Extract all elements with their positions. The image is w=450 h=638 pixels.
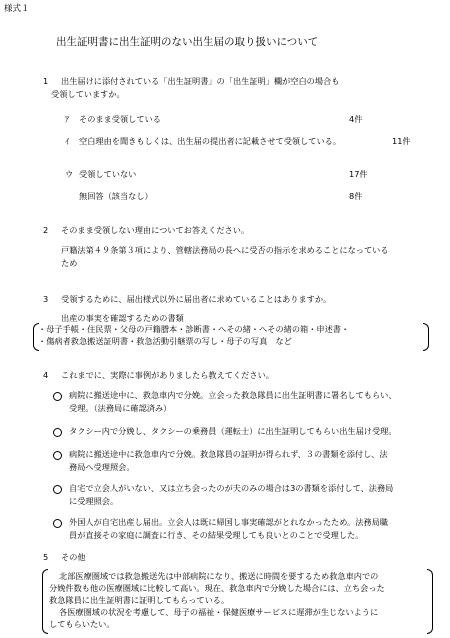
q1-option-b-mark: ｲ	[65, 136, 70, 146]
q2-answer-line1: 戸籍法第４９条第３項により、管轄法務局の長へに受否の指示を求めることになっている	[61, 245, 389, 255]
case-5-line2: 員が直接その家庭に調査に行き、その結果受理しても良いとのことで受理した。	[69, 530, 364, 540]
q2-answer-line2: ため	[61, 258, 78, 268]
case-4-line1: 自宅で立会人がいない、又は立ち会ったのが夫のみの場合は3の書類を添付して、法務局	[69, 483, 394, 493]
page-title: 出生証明書に出生証明のない出生届の取り扱いについて	[56, 36, 319, 48]
form-label: 様式１	[4, 4, 30, 14]
q3-answer-line2: ・母子手帳・住民票・父母の戸籍謄本・診断書・へその緒・へその緒の箱・申述書・	[38, 324, 350, 334]
case-3-line1: 病院に搬送途中に救急車内で分娩。救急隊員の証明が得られず、３の書類を添付し、法	[69, 449, 388, 459]
q2-number: 2	[43, 225, 49, 235]
q1-option-a-count: 4件	[349, 114, 363, 124]
q5-bracket-left	[42, 569, 48, 634]
case-4-bullet	[53, 485, 62, 494]
q5-line4: 各医療圏域の状況を考慮して、母子の福祉・保健医療サービスに遅滞が生じないように	[59, 607, 379, 617]
q3-answer-line1: 出産の事実を確認するための書類	[61, 313, 184, 323]
q5-line3: 救急隊員に出生証明書に証明してもらっている。	[49, 595, 230, 605]
q4-question: これまでに、実際に事例がありましたら教えてください。	[61, 370, 274, 380]
case-3-line2: 務局へ受理照会。	[69, 462, 135, 472]
case-5-bullet	[53, 519, 62, 528]
q3-answer-line3: ・傷病者救急搬送証明書・救急活動引継票の写し・母子の写真 など	[38, 336, 292, 346]
q1-option-d-count: 8件	[349, 191, 363, 201]
case-4-line2: に受理照会。	[69, 496, 119, 506]
case-3-bullet	[53, 451, 62, 460]
q1-option-a-mark: ｱ	[65, 114, 70, 124]
q5-number: 5	[43, 552, 49, 562]
q1-option-c-count: 17件	[349, 169, 368, 179]
q1-option-b-text: 空白理由を聞きもしくは、出生届の提出者に記載させて受領している。	[79, 136, 342, 146]
q1-option-a-text: そのまま受領している	[79, 114, 161, 124]
case-1-bullet	[53, 392, 62, 401]
case-2-line1: タクシー内で分娩し、タクシーの乗務員（運転士）に出生証明してもらい出生届け受理。	[69, 426, 397, 436]
q3-question: 受領するために、届出様式以外に届出者に求めていることはありますか。	[61, 294, 332, 304]
q3-number: 3	[43, 294, 49, 304]
q5-line5: してもらいたい。	[49, 619, 115, 629]
q2-question: そのまま受領しない理由についてお答えください。	[61, 225, 250, 235]
q1-number: 1	[43, 76, 49, 86]
q1-question-line1: 出生届けに添付されている「出生証明書」の「出生証明」欄が空白の場合も	[61, 76, 340, 86]
case-5-line1: 外国人が自宅出産し届出。立会人は既に帰国し事実確認がとれなかったため。法務局職	[69, 517, 388, 527]
q1-option-c-text: 受領していない	[79, 169, 137, 179]
q4-number: 4	[43, 370, 49, 380]
q5-heading: その他	[61, 552, 86, 562]
case-1-line2: 受理。（法務局に確認済み）	[69, 403, 172, 413]
q5-bracket-right	[427, 569, 433, 634]
q1-option-d-text: 無回答（該当なし）	[79, 191, 153, 201]
case-1-line1: 病院に搬送途中に、救急車内で分娩。立会った救急隊員に出生証明書に署名してもらい、	[69, 390, 397, 400]
q1-option-c-mark: ウ	[65, 169, 74, 179]
q1-option-b-count: 11件	[392, 136, 411, 146]
q5-line1: 北部医療圏域では救急搬送先は中部病院になり、搬送に時間を要するため救急車内での	[59, 571, 379, 581]
case-2-bullet	[53, 428, 62, 437]
q1-question-line2: 受領していますか。	[51, 89, 125, 99]
q3-bracket-right	[423, 323, 429, 351]
q5-line2: 分娩件数も他の医療圏域に比較して高い。現在、救急車内で分娩した場合には、立ち会った	[49, 583, 385, 593]
